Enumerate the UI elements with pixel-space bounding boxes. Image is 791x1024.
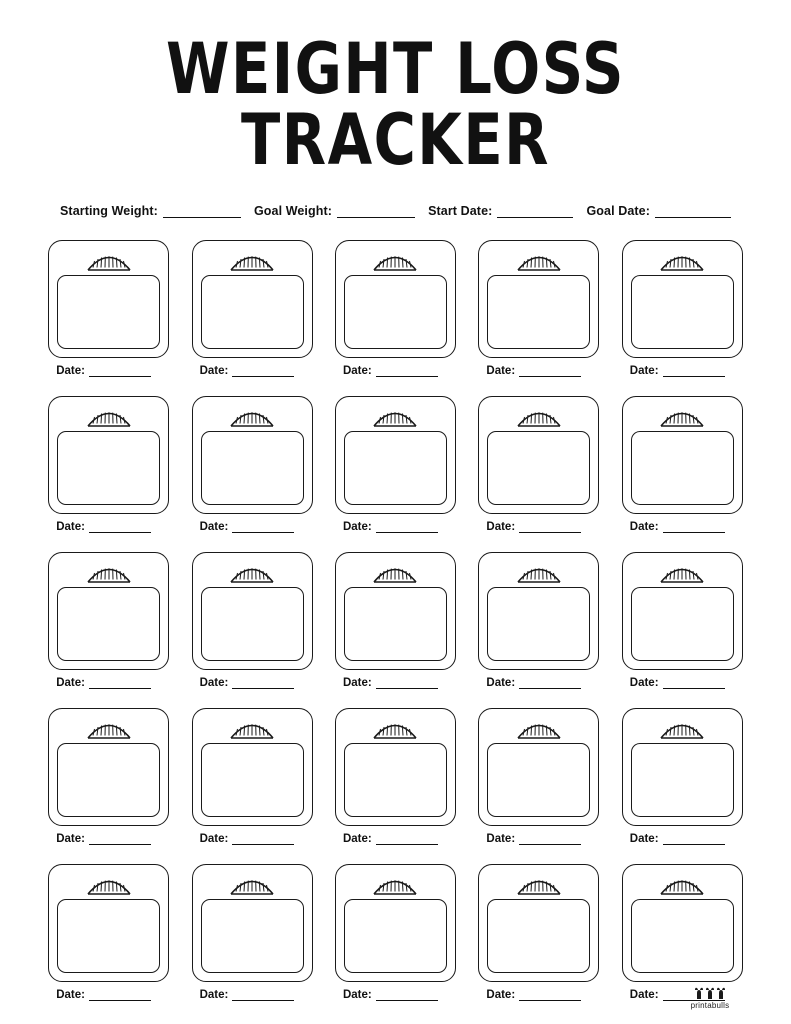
scale-display-area[interactable] <box>487 587 590 661</box>
date-write-line[interactable] <box>376 678 438 689</box>
tracker-cell <box>618 396 747 546</box>
scale-dial-icon <box>85 715 133 739</box>
date-label: Date: <box>199 365 229 377</box>
date-label: Date: <box>629 989 659 1001</box>
scale-display-area[interactable] <box>487 431 590 505</box>
scale-dial-icon <box>658 403 706 427</box>
scale-display-area[interactable] <box>631 899 734 973</box>
date-field <box>48 677 169 689</box>
tracker-cell <box>44 864 173 1014</box>
bathroom-scale-icon <box>478 708 599 826</box>
bathroom-scale-icon <box>478 240 599 358</box>
scale-dial-icon <box>515 403 563 427</box>
date-write-line[interactable] <box>89 522 151 533</box>
date-write-line[interactable] <box>232 522 294 533</box>
bathroom-scale-icon <box>192 240 313 358</box>
date-label: Date: <box>342 521 372 533</box>
date-label: Date: <box>199 521 229 533</box>
date-field <box>478 989 599 1001</box>
date-field <box>478 833 599 845</box>
date-field <box>192 365 313 377</box>
tracker-cell <box>44 552 173 702</box>
scale-dial-icon <box>371 403 419 427</box>
date-label: Date: <box>486 677 516 689</box>
bathroom-scale-icon <box>192 552 313 670</box>
bathroom-scale-icon <box>335 708 456 826</box>
field-starting-weight <box>60 204 241 218</box>
date-field <box>192 833 313 845</box>
bathroom-scale-icon <box>622 864 743 982</box>
tracker-cell <box>474 864 603 1014</box>
tracker-cell <box>44 708 173 858</box>
bathroom-scale-icon <box>622 240 743 358</box>
field-goal-weight <box>254 204 415 218</box>
scale-dial-icon <box>85 247 133 271</box>
date-write-line[interactable] <box>89 366 151 377</box>
date-label: Date: <box>486 521 516 533</box>
scale-display-area[interactable] <box>631 587 734 661</box>
scale-dial-icon <box>371 247 419 271</box>
scale-display-area[interactable] <box>487 899 590 973</box>
tracker-cell <box>618 552 747 702</box>
date-label: Date: <box>342 365 372 377</box>
date-write-line[interactable] <box>519 834 581 845</box>
date-label: Date: <box>486 365 516 377</box>
tracker-cell <box>331 864 460 1014</box>
date-write-line[interactable] <box>663 834 725 845</box>
scale-display-area[interactable] <box>487 275 590 349</box>
date-field <box>192 677 313 689</box>
date-field <box>622 521 743 533</box>
scale-dial-icon <box>658 871 706 895</box>
date-label: Date: <box>342 989 372 1001</box>
bathroom-scale-icon <box>48 396 169 514</box>
scale-display-area[interactable] <box>57 275 160 349</box>
date-label: Date: <box>486 833 516 845</box>
date-write-line[interactable] <box>232 366 294 377</box>
tracker-cell <box>331 552 460 702</box>
scale-dial-icon <box>515 715 563 739</box>
date-write-line[interactable] <box>663 366 725 377</box>
date-field <box>622 365 743 377</box>
date-field <box>48 365 169 377</box>
date-field <box>478 365 599 377</box>
tracker-cell <box>187 240 316 390</box>
date-label: Date: <box>629 677 659 689</box>
tracker-cell <box>187 708 316 858</box>
field-line-start-date[interactable] <box>497 206 573 218</box>
scale-display-area[interactable] <box>344 743 447 817</box>
bathroom-scale-icon <box>335 552 456 670</box>
scale-display-area[interactable] <box>57 899 160 973</box>
scale-display-area[interactable] <box>201 587 304 661</box>
scale-display-area[interactable] <box>201 431 304 505</box>
date-write-line[interactable] <box>376 834 438 845</box>
scale-display-area[interactable] <box>631 275 734 349</box>
scale-display-area[interactable] <box>344 899 447 973</box>
field-label-goal-date: Goal Date: <box>586 204 650 218</box>
field-start-date <box>428 204 573 218</box>
field-line-goal-weight[interactable] <box>337 206 415 218</box>
date-write-line[interactable] <box>232 678 294 689</box>
scale-dial-icon <box>371 715 419 739</box>
scale-dial-icon <box>228 871 276 895</box>
date-label: Date: <box>56 677 85 689</box>
date-field <box>48 833 169 845</box>
bathroom-scale-icon <box>192 864 313 982</box>
tracker-cell <box>44 240 173 390</box>
tracker-cell <box>618 708 747 858</box>
scale-display-area[interactable] <box>57 743 160 817</box>
bathroom-scale-icon <box>48 240 169 358</box>
tracker-cell <box>474 396 603 546</box>
scale-dial-icon <box>658 559 706 583</box>
tracker-cell <box>474 708 603 858</box>
date-write-line[interactable] <box>663 522 725 533</box>
scale-grid <box>44 240 747 1014</box>
date-field <box>192 989 313 1001</box>
date-write-line[interactable] <box>232 990 294 1001</box>
tracker-cell <box>187 396 316 546</box>
scale-display-area[interactable] <box>57 587 160 661</box>
page-title: WEIGHT LOSS TRACKER <box>166 28 625 182</box>
date-label: Date: <box>56 365 85 377</box>
tracker-cell <box>44 396 173 546</box>
bathroom-scale-icon <box>478 396 599 514</box>
date-label: Date: <box>342 833 372 845</box>
date-field <box>335 521 456 533</box>
scale-dial-icon <box>371 871 419 895</box>
date-label: Date: <box>486 989 516 1001</box>
scale-display-area[interactable] <box>57 431 160 505</box>
date-write-line[interactable] <box>89 678 151 689</box>
scale-display-area[interactable] <box>344 275 447 349</box>
scale-dial-icon <box>515 559 563 583</box>
date-write-line[interactable] <box>519 522 581 533</box>
date-field <box>335 365 456 377</box>
field-label-goal-weight: Goal Weight: <box>253 204 333 218</box>
date-write-line[interactable] <box>376 522 438 533</box>
date-label: Date: <box>342 677 372 689</box>
scale-dial-icon <box>85 559 133 583</box>
header-fields-row <box>60 204 731 218</box>
date-write-line[interactable] <box>519 366 581 377</box>
bathroom-scale-icon <box>335 240 456 358</box>
date-write-line[interactable] <box>376 366 438 377</box>
bathroom-scale-icon <box>335 864 456 982</box>
date-write-line[interactable] <box>89 990 151 1001</box>
scale-dial-icon <box>658 715 706 739</box>
date-write-line[interactable] <box>663 678 725 689</box>
scale-display-area[interactable] <box>344 587 447 661</box>
scale-dial-icon <box>658 247 706 271</box>
tracker-cell <box>474 240 603 390</box>
scale-display-area[interactable] <box>487 743 590 817</box>
tracker-cell <box>331 708 460 858</box>
date-label: Date: <box>56 989 85 1001</box>
bathroom-scale-icon <box>622 708 743 826</box>
date-field <box>335 677 456 689</box>
scale-dial-icon <box>515 247 563 271</box>
tracker-cell <box>187 552 316 702</box>
date-label: Date: <box>629 833 659 845</box>
date-label: Date: <box>56 521 85 533</box>
date-field <box>48 521 169 533</box>
bulls-logo-icon <box>693 986 727 1000</box>
date-label: Date: <box>199 989 229 1001</box>
bathroom-scale-icon <box>192 396 313 514</box>
date-write-line[interactable] <box>519 678 581 689</box>
bathroom-scale-icon <box>478 864 599 982</box>
scale-display-area[interactable] <box>201 275 304 349</box>
brand-footer <box>675 986 745 1010</box>
field-goal-date <box>586 204 731 218</box>
scale-dial-icon <box>228 559 276 583</box>
bathroom-scale-icon <box>48 552 169 670</box>
scale-dial-icon <box>228 247 276 271</box>
date-label: Date: <box>629 365 659 377</box>
field-line-starting-weight[interactable] <box>163 206 241 218</box>
tracker-cell <box>331 240 460 390</box>
date-field <box>192 521 313 533</box>
scale-display-area[interactable] <box>201 899 304 973</box>
scale-display-area[interactable] <box>201 743 304 817</box>
tracker-cell <box>187 864 316 1014</box>
date-write-line[interactable] <box>232 834 294 845</box>
date-label: Date: <box>199 677 229 689</box>
tracker-cell <box>474 552 603 702</box>
date-label: Date: <box>56 833 85 845</box>
date-write-line[interactable] <box>519 990 581 1001</box>
scale-dial-icon <box>85 871 133 895</box>
bathroom-scale-icon <box>622 396 743 514</box>
date-field <box>478 521 599 533</box>
bathroom-scale-icon <box>335 396 456 514</box>
date-write-line[interactable] <box>376 990 438 1001</box>
date-field <box>335 833 456 845</box>
date-label: Date: <box>199 833 229 845</box>
bathroom-scale-icon <box>192 708 313 826</box>
date-write-line[interactable] <box>89 834 151 845</box>
tracker-cell <box>331 396 460 546</box>
date-label: Date: <box>629 521 659 533</box>
brand-name: printabulls <box>690 1001 730 1010</box>
scale-dial-icon <box>371 559 419 583</box>
date-field <box>622 833 743 845</box>
scale-display-area[interactable] <box>631 431 734 505</box>
scale-dial-icon <box>85 403 133 427</box>
scale-display-area[interactable] <box>344 431 447 505</box>
scale-dial-icon <box>228 715 276 739</box>
field-line-goal-date[interactable] <box>655 206 731 218</box>
tracker-cell <box>618 240 747 390</box>
scale-dial-icon <box>515 871 563 895</box>
bathroom-scale-icon <box>48 708 169 826</box>
field-label-starting-weight: Starting Weight: <box>60 204 158 218</box>
date-field <box>335 989 456 1001</box>
bathroom-scale-icon <box>48 864 169 982</box>
scale-dial-icon <box>228 403 276 427</box>
date-field <box>48 989 169 1001</box>
date-field <box>622 677 743 689</box>
scale-display-area[interactable] <box>631 743 734 817</box>
bathroom-scale-icon <box>622 552 743 670</box>
date-field <box>478 677 599 689</box>
field-label-start-date: Start Date: <box>428 204 493 218</box>
bathroom-scale-icon <box>478 552 599 670</box>
